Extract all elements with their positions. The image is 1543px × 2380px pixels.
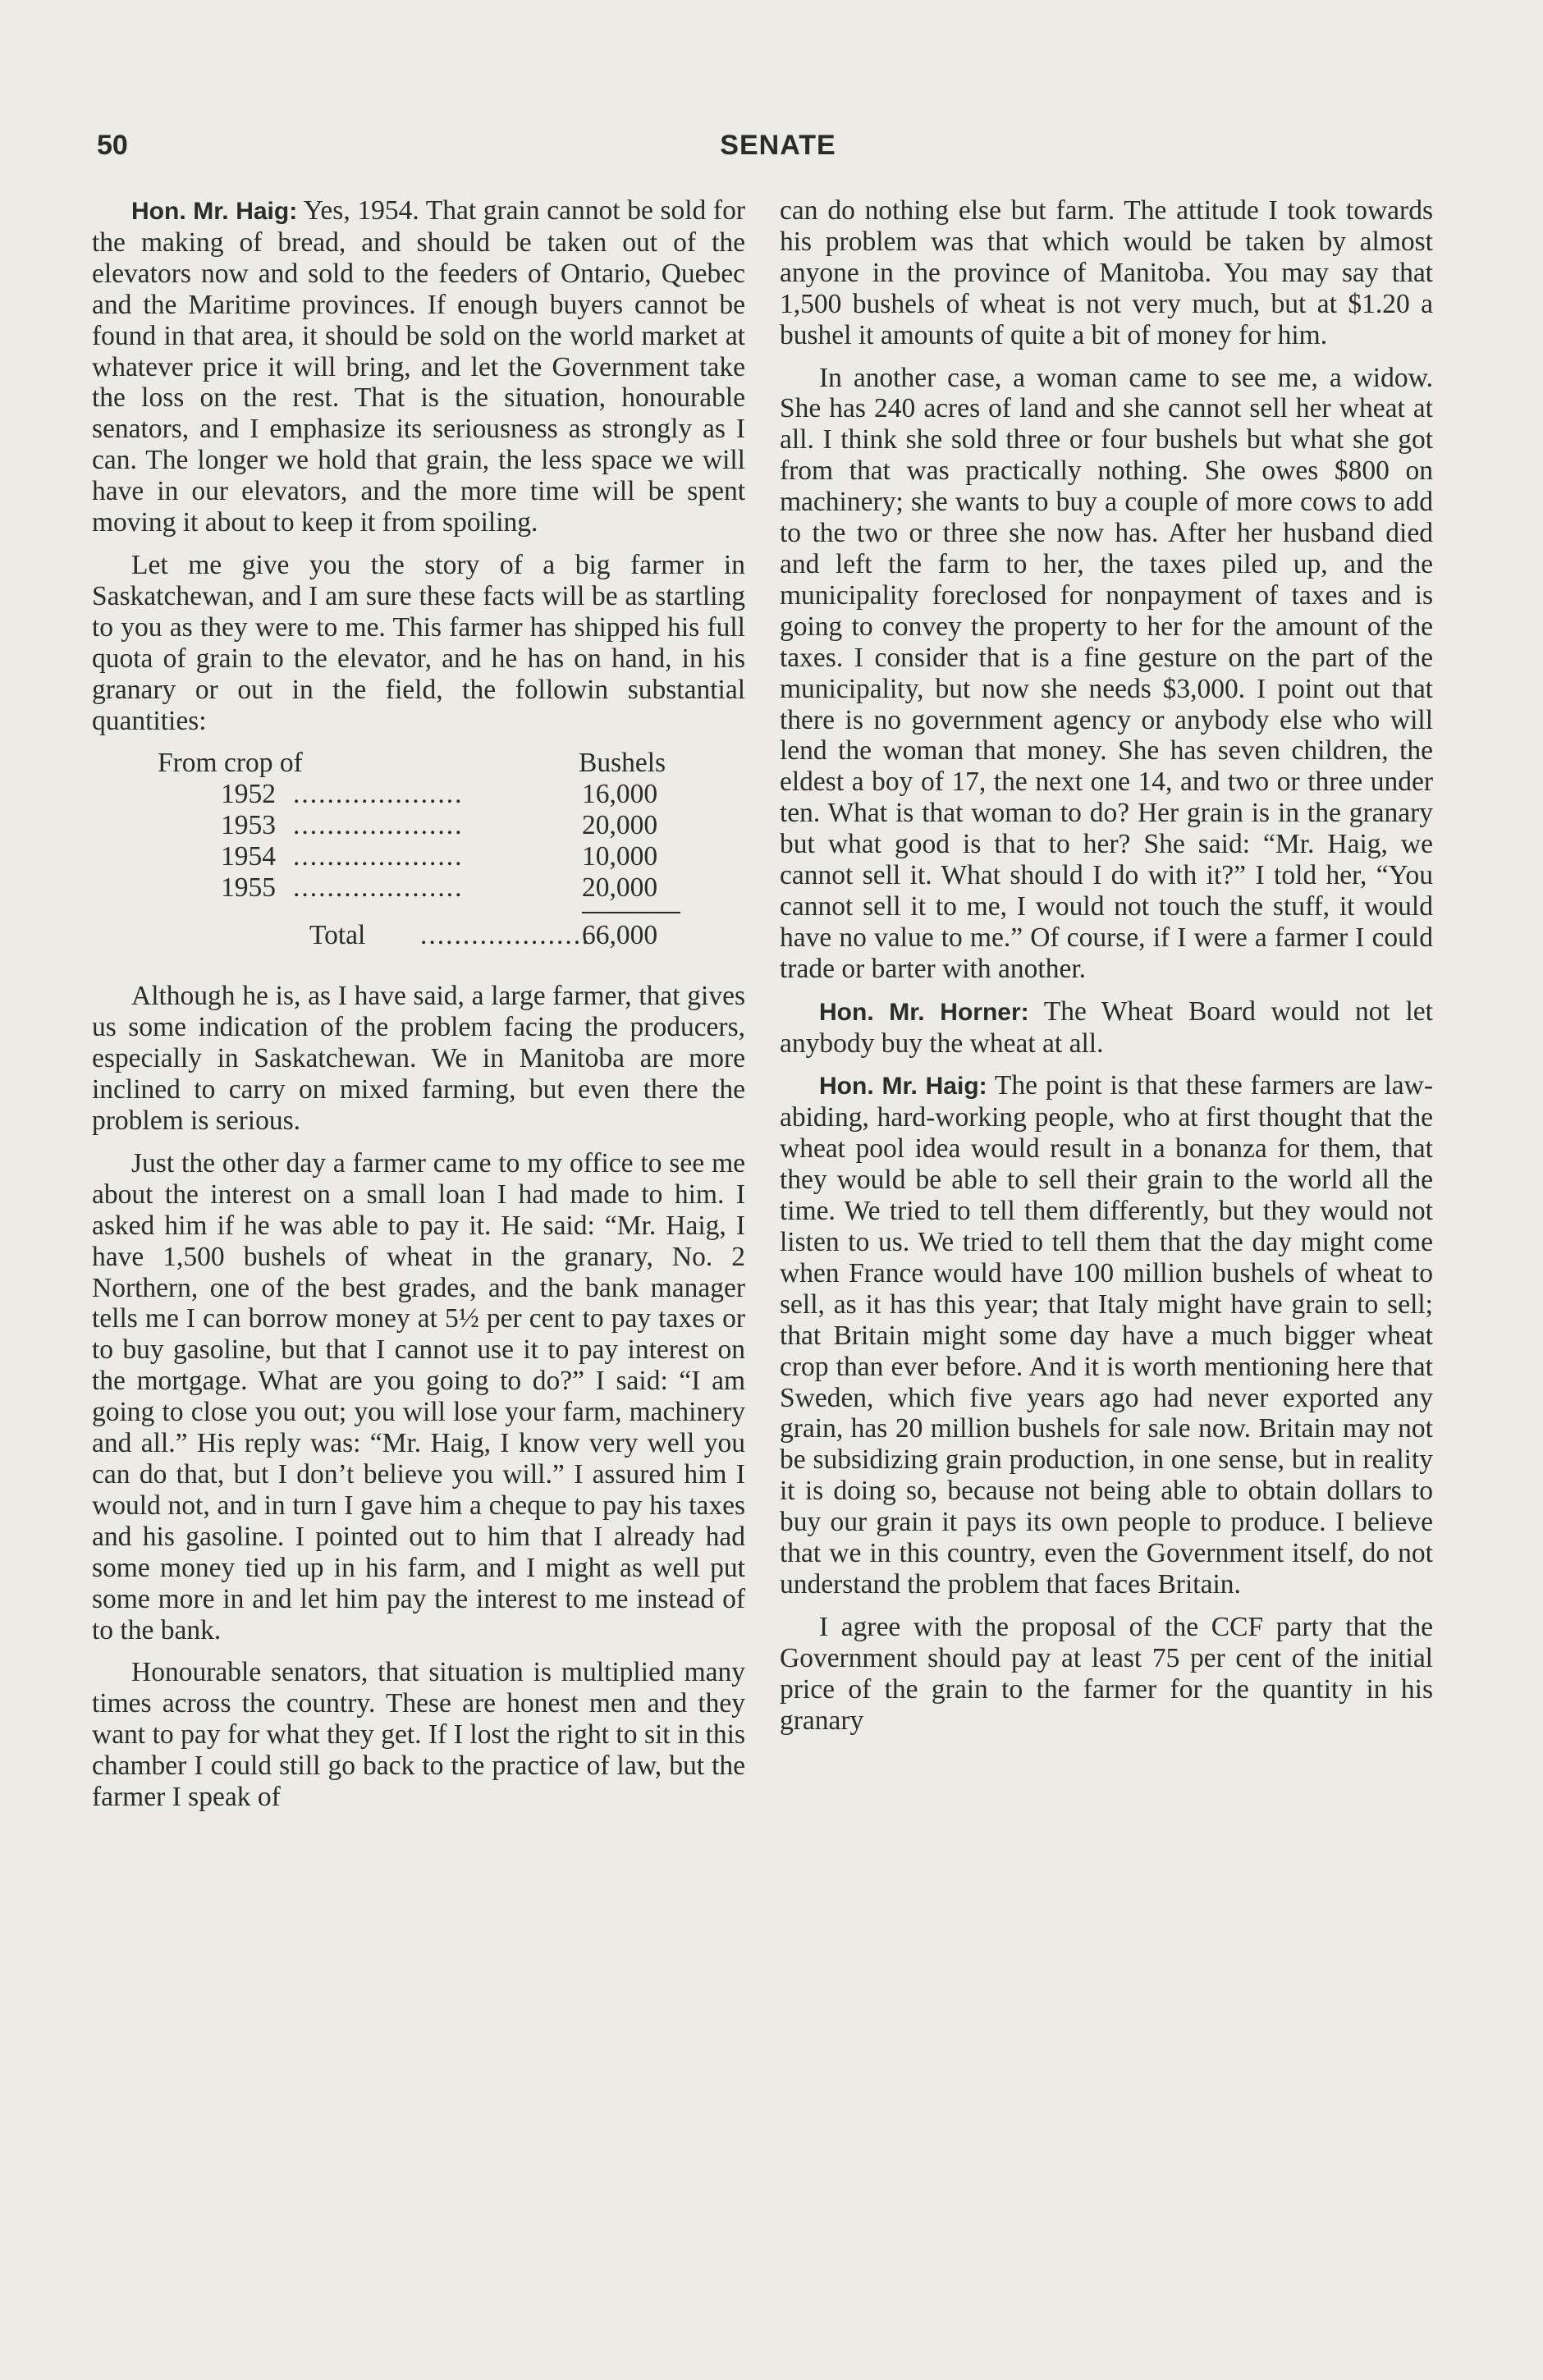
dot-leader: .................... bbox=[420, 920, 591, 951]
page-header bbox=[97, 130, 1459, 166]
paragraph: Just the other day a farmer came to my office to see me about the interest on a small loan I had made to him. I asked him if he was able to pay it. He said: “Mr. Haig, I have 1,500 bushels of wheat in the granary, No. 2 Northern, one of the best grades, and the bank manager tells me I can borrow money at 5½ per cent to pay taxes or to buy gasoline, but that I cannot use it to pay interest on the mortgage. What are you going to do?” I said: “I am going to close you out; you will lose your farm, machinery and all.” His reply was: “Mr. Haig, I know very well you can do that, but I don’t believe you will.” I assured him I would not, and in turn I gave him a cheque to pay his taxes and his gasoline. I pointed out to him that I already had some money tied up in his farm, and I might as well put some more in and let him pay the interest to me instead of to the bank. bbox=[92, 1147, 745, 1645]
speaker-name: Hon. Mr. Haig: bbox=[819, 1073, 987, 1101]
paragraph: Although he is, as I have said, a large farmer, that gives us some indication of the problem facing the producers, especially in Saskatchewan. We in Manitoba are more inclined to carry on mixed farming, but even there the problem is serious. bbox=[92, 981, 745, 1137]
dot-leader: .................... bbox=[293, 872, 464, 904]
crop-table-total-row bbox=[92, 920, 745, 951]
paragraph: can do nothing else but farm. The attitude I took towards his problem was that which would be taken by almost anyone in the province of Manitoba. You may say that 1,500 bushels of wheat is not very much, but at $1.20 a bushel it amounts of quite a bit of money for him. bbox=[780, 195, 1433, 350]
crop-table-header-crop: From crop of bbox=[158, 748, 303, 779]
dot-leader: .................... bbox=[293, 841, 464, 872]
crop-year: 1952 bbox=[221, 779, 276, 810]
total-rule bbox=[582, 912, 680, 913]
total-value: 66,000 bbox=[582, 920, 658, 951]
paragraph: I agree with the proposal of the CCF party that the Government should pay at least 75 per cent of the initial price of the grain to the farmer for the quantity in his granary bbox=[780, 1611, 1433, 1736]
crop-year: 1955 bbox=[221, 872, 276, 904]
crop-table-row bbox=[92, 841, 745, 872]
speaker-name: Hon. Mr. Horner: bbox=[819, 998, 1029, 1026]
crop-table-row bbox=[92, 872, 745, 904]
left-column bbox=[92, 195, 745, 1824]
dot-leader: .................... bbox=[293, 810, 464, 841]
crop-year: 1953 bbox=[221, 810, 276, 841]
paragraph: Honourable senators, that situation is multiplied many times across the country. These are honest men and they want to pay for what they get. If I lost the right to sit in this chamber I could still go back to the practice of law, but the farmer I speak of bbox=[92, 1657, 745, 1813]
crop-table-header-bushels: Bushels bbox=[579, 748, 666, 779]
crop-bushels: 20,000 bbox=[582, 872, 658, 904]
paragraph bbox=[780, 996, 1433, 1060]
paragraph-text: Yes, 1954. That grain cannot be sold for the making of bread, and should be taken out of the elevators now and sold to the feeders of Ontario, Quebec and the Maritime provinces. If enough buyers cannot be found in that area, it should be sold on the world market at whatever price it will bring, and let the Government take the loss on the rest. That is the situation, honourable senators, and I emphasize its seriousness as strongly as I can. The longer we hold that grain, the less space we will have in our elevators, and the more time will be spent moving it about to keep it from spoiling. bbox=[92, 195, 745, 538]
right-column bbox=[780, 195, 1433, 1748]
paragraph bbox=[92, 195, 745, 538]
paragraph bbox=[780, 1070, 1433, 1600]
paragraph: In another case, a woman came to see me, a widow. She has 240 acres of land and she cannot sell her wheat at all. I think she sold three or four bushels but what she got from that was practically nothing. She owes $800 on machinery; she wants to buy a couple of more cows to add to the two or three she now has. After her husband died and left the farm to her, the taxes piled up, and the municipality foreclosed for nonpayment of taxes and is going to convey the property to her for the amount of the taxes. I consider that is a fine gesture on the part of the municipality, but now she needs $3,000. I point out that there is no government agency or anybody else who will lend the woman that money. She has seven children, the eldest a boy of 17, the next one 14, and two or three under ten. What is that woman to do? Her grain is in the granary but what good is that to her? She said: “Mr. Haig, we cannot sell it. What should I do with it?” I told her, “You cannot sell it to me, I would not touch the stuff, it would have no value to me.” Of course, if I were a farmer I could trade or barter with another. bbox=[780, 362, 1433, 984]
paragraph-text: The Wheat Board would not let anybody buy the wheat at all. bbox=[780, 995, 1433, 1059]
crop-bushels: 16,000 bbox=[582, 779, 658, 810]
crop-bushels: 10,000 bbox=[582, 841, 658, 872]
crop-year: 1954 bbox=[221, 841, 276, 872]
crop-table-row bbox=[92, 810, 745, 841]
dot-leader: .................... bbox=[293, 779, 464, 810]
crop-table bbox=[92, 748, 745, 969]
paragraph-text: The point is that these farmers are law-abiding, hard-working people, who at first thought that the wheat pool idea would result in a bonanza for them, that they would be able to sell their grain to the world all the time. We tried to tell them differently, but they would not listen to us. We tried to tell them that the day might come when France would have 100 million bushels of wheat to sell, as it has this year; that Italy might have grain to sell; that Britain might some day have a much bigger wheat crop than ever before. And it is worth mentioning here that Sweden, which five years ago had never exported any grain, has 20 million bushels for sale now. Britain may not be subsidizing grain production, in one sense, but in reality it is doing so, because not being able to obtain dollars to buy our grain it pays its own people to produce. I believe that we in this country, even the Government itself, do not understand the problem that faces Britain. bbox=[780, 1070, 1433, 1600]
crop-table-row bbox=[92, 779, 745, 810]
crop-bushels: 20,000 bbox=[582, 810, 658, 841]
running-head: SENATE bbox=[720, 130, 836, 161]
page-number: 50 bbox=[97, 130, 128, 161]
paragraph: Let me give you the story of a big farmer in Saskatchewan, and I am sure these facts will be as startling to you as they were to me. This farmer has shipped his full quota of grain to the elevator, and he has on hand, in his granary or out in the field, the followin substantial quantities: bbox=[92, 549, 745, 736]
total-label: Total bbox=[309, 920, 366, 951]
speaker-name: Hon. Mr. Haig: bbox=[131, 198, 298, 225]
